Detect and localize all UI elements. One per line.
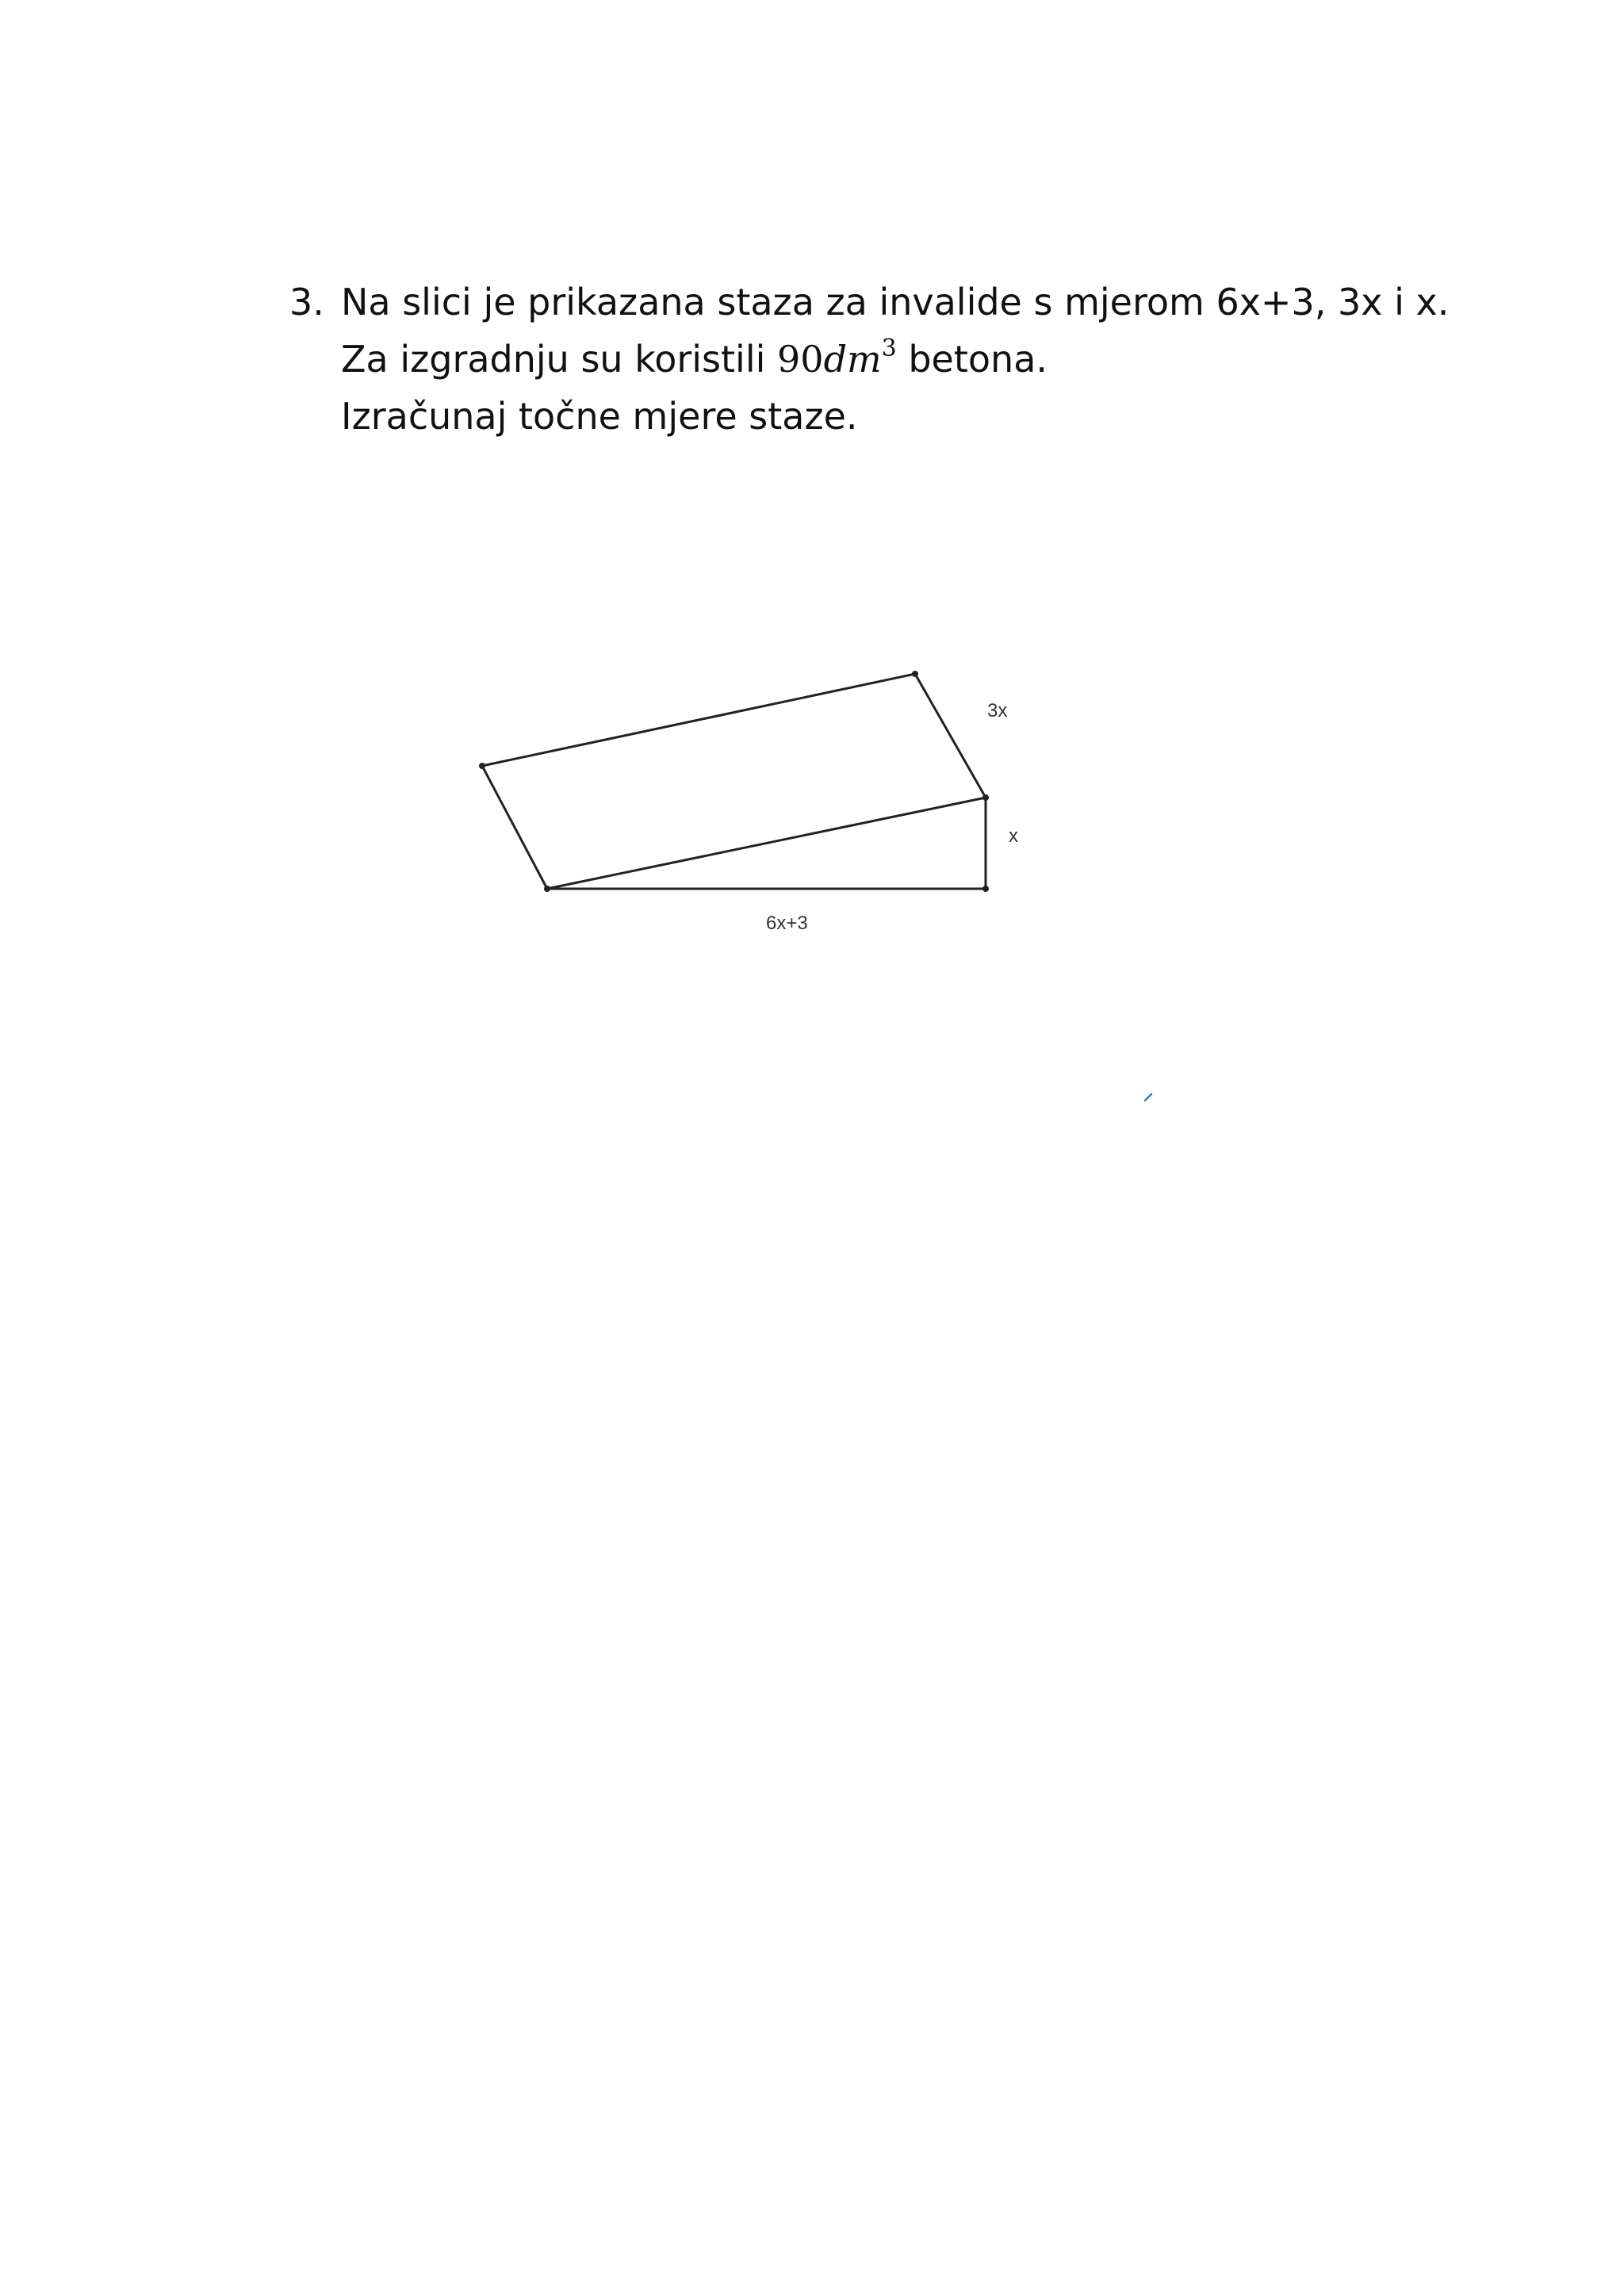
concrete-volume-value: 90 (777, 338, 824, 381)
vertex-point (912, 671, 918, 677)
problem-task-text: Izračunaj točne mjere staze. (341, 395, 858, 438)
vertex-point (982, 794, 989, 801)
problem-3 (289, 274, 1479, 445)
label-base: 6x+3 (766, 913, 808, 934)
ramp-top-surface (482, 674, 986, 889)
vertex-point (479, 763, 485, 769)
vertex-point (544, 886, 550, 892)
problem-line-3 (289, 388, 1479, 445)
vertex-point (982, 886, 989, 892)
problem-line-2 (289, 331, 1479, 388)
concrete-volume-suffix: betona. (896, 338, 1048, 381)
problem-statement-text: Na slici je prikazana staza za invalide s mjerom 6x+3, 3x i x. (341, 281, 1450, 323)
problem-number: 3. (289, 281, 324, 323)
concrete-volume-exponent: 3 (881, 334, 897, 362)
concrete-volume-text (341, 331, 1048, 388)
concrete-volume-prefix: Za izgradnju su koristili (341, 338, 778, 381)
label-height: x (1009, 825, 1018, 847)
pen-mark (1145, 1094, 1151, 1100)
concrete-volume-unit: dm (823, 338, 882, 381)
label-slant-side: 3x (987, 700, 1008, 721)
problem-line-1 (289, 274, 1479, 331)
